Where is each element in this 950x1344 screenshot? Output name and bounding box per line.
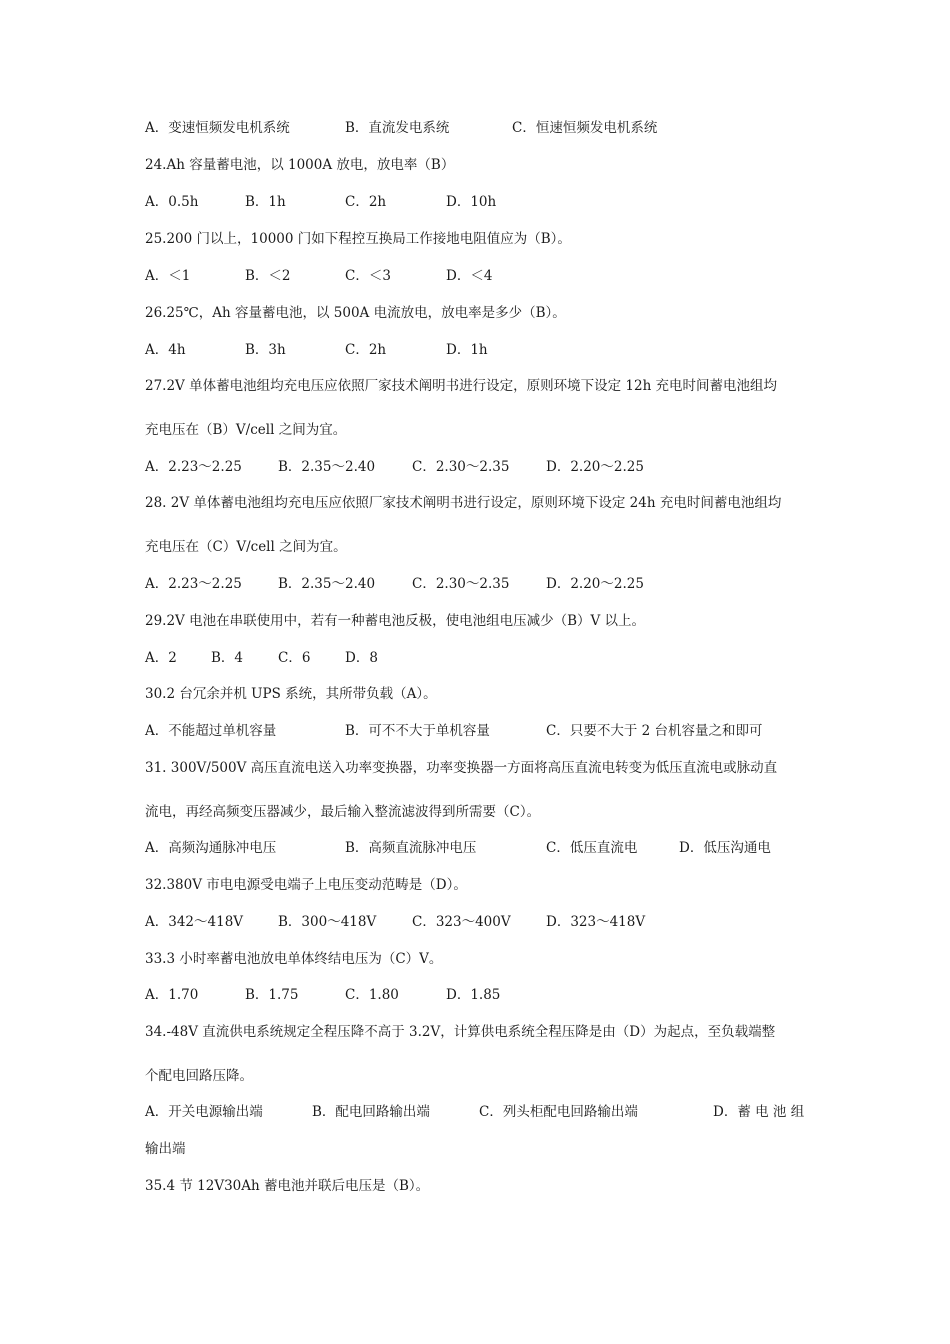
options-line — [145, 648, 825, 668]
answer-option: D．10h — [446, 194, 497, 210]
question-line: 35.4 节 12V30Ah 蓄电池并联后电压是（B）。 — [145, 1178, 430, 1194]
answer-option: A．1.70 — [145, 987, 199, 1003]
answer-option: D．323～418V — [546, 914, 646, 930]
answer-option: C．＜3 — [345, 268, 391, 284]
answer-option: C．2h — [345, 194, 387, 210]
answer-option: A．4h — [145, 342, 186, 358]
answer-option: A．不能超过单机容量 — [145, 723, 277, 739]
question-line: 31. 300V/500V 高压直流电送入功率变换器，功率变换器一方面将高压直流电转变为低压直流电或脉动直 — [145, 760, 778, 776]
answer-option: A．0.5h — [145, 194, 199, 210]
answer-option: D．1h — [446, 342, 488, 358]
answer-option: B．高频直流脉冲电压 — [345, 840, 477, 856]
answer-option: C．低压直流电 — [546, 840, 638, 856]
answer-option: D．1.85 — [446, 987, 501, 1003]
answer-option: A．2.23～2.25 — [145, 459, 242, 475]
question-line: 33.3 小时率蓄电池放电单体终结电压为（C）V。 — [145, 951, 443, 967]
answer-option: B．1.75 — [245, 987, 299, 1003]
question-line: 25.200 门以上，10000 门如下程控互换局工作接地电阻值应为（B）。 — [145, 231, 571, 247]
options-line — [145, 838, 825, 858]
options-line — [145, 574, 825, 594]
question-line: 充电压在（C）V/cell 之间为宜。 — [145, 539, 347, 555]
answer-option: B．配电回路输出端 — [312, 1104, 430, 1120]
question-line: 流电，再经高频变压器减少，最后输入整流滤波得到所需要（C）。 — [145, 804, 541, 820]
answer-option: B．＜2 — [245, 268, 291, 284]
answer-option: D．蓄 电 池 组 — [713, 1104, 805, 1120]
answer-option: D．2.20～2.25 — [546, 459, 644, 475]
answer-option: A．2.23～2.25 — [145, 576, 242, 592]
question-line: 30.2 台冗余并机 UPS 系统，其所带负载（A）。 — [145, 686, 437, 702]
question-line: 输出端 — [145, 1141, 186, 1157]
answer-option: B．300～418V — [278, 914, 377, 930]
question-line: 34.-48V 直流供电系统规定全程压降不高于 3.2V，计算供电系统全程压降是由（D）为起点，至负载端整 — [145, 1024, 776, 1040]
answer-option: B．可不不大于单机容量 — [345, 723, 490, 739]
answer-option: C．2.30～2.35 — [412, 576, 510, 592]
answer-option: A．2 — [145, 650, 177, 666]
answer-option: B．4 — [211, 650, 244, 666]
answer-option: A．342～418V — [145, 914, 244, 930]
question-line: 充电压在（B）V/cell 之间为宜。 — [145, 422, 347, 438]
answer-option: B．2.35～2.40 — [278, 576, 376, 592]
question-line: 32.380V 市电电源受电端子上电压变动范畴是（D）。 — [145, 877, 467, 893]
question-line: 28. 2V 单体蓄电池组均充电压应依照厂家技术阐明书进行设定，原则环境下设定 24h 充电时间蓄电池组均 — [145, 495, 782, 511]
answer-option: C．1.80 — [345, 987, 399, 1003]
question-line: 29.2V 电池在串联使用中，若有一种蓄电池反极，使电池组电压减少（B）V 以上。 — [145, 613, 646, 629]
options-line — [145, 985, 825, 1005]
answer-option: C．恒速恒频发电机系统 — [512, 120, 658, 136]
answer-option: A．开关电源输出端 — [145, 1104, 263, 1120]
answer-option: D．8 — [345, 650, 378, 666]
options-line — [145, 340, 825, 360]
options-line — [145, 912, 825, 932]
question-line: 27.2V 单体蓄电池组均充电压应依照厂家技术阐明书进行设定，原则环境下设定 12h 充电时间蓄电池组均 — [145, 378, 778, 394]
answer-option: D．低压沟通电 — [679, 840, 771, 856]
answer-option: C．2h — [345, 342, 387, 358]
answer-option: A．＜1 — [145, 268, 191, 284]
answer-option: C．323～400V — [412, 914, 511, 930]
options-line — [145, 721, 825, 741]
options-line — [145, 118, 825, 138]
options-line — [145, 192, 825, 212]
answer-option: B．3h — [245, 342, 286, 358]
answer-option: C．只要不大于 2 台机容量之和即可 — [546, 723, 763, 739]
answer-option: C．列头柜配电回路输出端 — [479, 1104, 638, 1120]
question-line: 26.25℃，Ah 容量蓄电池，以 500A 电流放电，放电率是多少（B）。 — [145, 305, 566, 321]
answer-option: C．2.30～2.35 — [412, 459, 510, 475]
answer-option: B．直流发电系统 — [345, 120, 450, 136]
answer-option: D．2.20～2.25 — [546, 576, 644, 592]
options-line — [145, 1102, 825, 1122]
question-line: 24.Ah 容量蓄电池，以 1000A 放电，放电率（B） — [145, 157, 455, 173]
question-line: 个配电回路压降。 — [145, 1068, 253, 1084]
answer-option: C．6 — [278, 650, 311, 666]
options-line — [145, 266, 825, 286]
options-line — [145, 457, 825, 477]
answer-option: D．＜4 — [446, 268, 493, 284]
answer-option: B．2.35～2.40 — [278, 459, 376, 475]
answer-option: A．变速恒频发电机系统 — [145, 120, 290, 136]
answer-option: B．1h — [245, 194, 286, 210]
answer-option: A．高频沟通脉冲电压 — [145, 840, 277, 856]
